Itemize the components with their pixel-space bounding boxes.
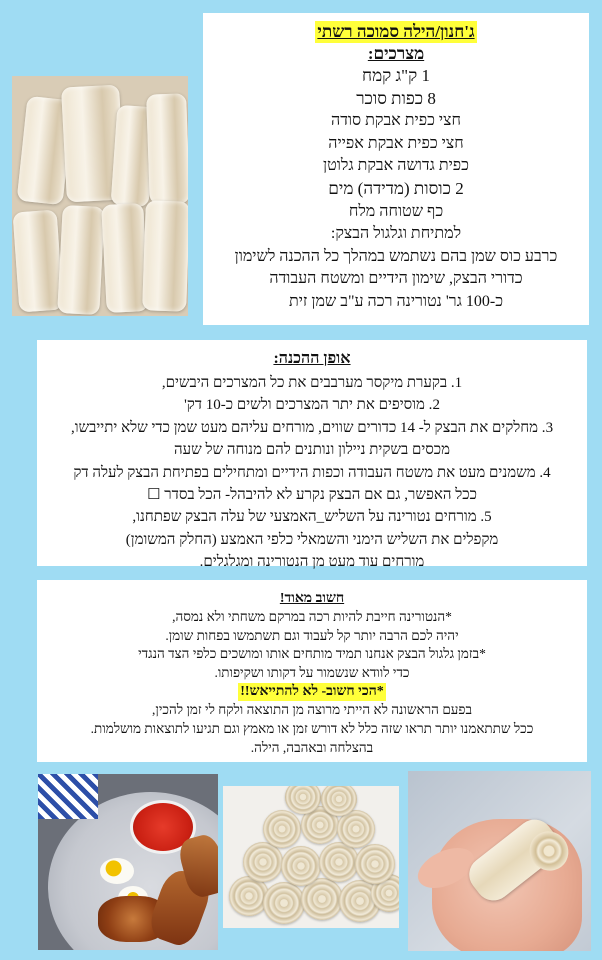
photo-wrapped-dough (12, 76, 188, 316)
ingredient-line: כף שטוחה מלח (348, 202, 444, 220)
note-line: *בזמן גלגול הבצק אנחנו תמיד מותחים אותו ומושכים כלפי הצד הנגדי (138, 646, 486, 662)
method-step-line: 4. משמנים מעט את משטח העבודה וכפות הידיים ומתחילים בפתיחת הבצק לעלה דק (73, 464, 551, 481)
note-line: יהיה לכם הרבה יותר קל לעבוד וגם תשתמשו בפחות שומן. (165, 627, 459, 643)
method-step-line: 3. מחלקים את הבצק ל- 14 כדורים שווים, מורחים עליהם מעט שמן כדי שלא יתייבשו, (70, 419, 554, 436)
method-step-line: מורחים עוד מעט מן הנטורינה ומגלגלים. (199, 554, 425, 571)
note-line: בפעם הראשונה לא הייתי מרוצה מן התוצאה ולקח לי זמן להכין, (152, 702, 472, 718)
recipe-title: ג'חנון/הילה סמוכה רשתי (317, 22, 475, 41)
ingredients-heading: מצרכים: (367, 44, 425, 63)
notes-card (37, 580, 587, 762)
ingredient-line: כרבע כוס שמן בהם נשתמש במהלך כל ההכנה לשימון (234, 247, 558, 265)
note-line: ככל שתתאמנו יותר תראו שזה כלל לא דורש זמן או מאמץ וגם תגיעו לתוצאות מושלמות. (90, 720, 534, 736)
method-step-line: מקפלים את השליש הימני והשמאלי כלפי האמצע (החלק המשומן) (125, 531, 499, 548)
photo-rolled-dough (223, 786, 399, 928)
ingredient-line: 8 כפות סוכר (356, 88, 436, 108)
method-heading: אופן ההכנה: (273, 350, 351, 367)
ingredients-card (203, 13, 589, 325)
ingredient-line: 2 כוסות (מדידה) מים (328, 178, 464, 198)
ingredient-line: למתיחת וגלגול הבצק: (330, 225, 462, 243)
note-line: כדי לוודא שנשמור על דקותו ושקיפותו. (214, 664, 410, 680)
method-step-line: מכסים בשקית ניילון ונותנים להם מנוחה של שעה (173, 442, 451, 459)
method-step-line: 1. בקערת מיקסר מערבבים את כל המצרכים היבשים, (161, 375, 463, 391)
photo-served-plate (38, 774, 218, 950)
ingredient-line: כפית גדושה אבקת גלוטן (323, 157, 469, 175)
ingredient-line: כ-100 גר' נטורינה רכה ע"ב שמן זית (288, 292, 504, 310)
method-step-line: ככל האפשר, גם אם הבצק נקרע לא להיבהל- הכל בסדר ☐ (147, 487, 477, 504)
notes-heading: חשוב מאוד! (279, 591, 345, 606)
note-line: *הנטורינה חייבת להיות רכה במרקם משחתי ולא נמסה, (172, 609, 452, 624)
ingredient-line: חצי כפית אבקת סודה (331, 112, 461, 130)
ingredient-line: כדורי הבצק, שימון הידיים ומשטח העבודה (269, 270, 523, 288)
note-line: בהצלחה ובאהבה, הילה. (250, 739, 374, 755)
notes-highlight: *הכי חשוב- לא להתייאש!! (240, 684, 384, 700)
method-step-line: 2. מוסיפים את יתר המצרכים ולשים כ-10 דק' (184, 397, 440, 414)
photo-hand-holding-roll (408, 771, 591, 951)
ingredient-line: 1 ק"ג קמח (362, 66, 430, 85)
method-card (37, 340, 587, 571)
ingredient-line: חצי כפית אבקת אפייה (328, 134, 464, 152)
method-step-line: 5. מורחים נטורינה על השליש_האמצעי של עלה הבצק שפתחנו, (132, 509, 492, 526)
